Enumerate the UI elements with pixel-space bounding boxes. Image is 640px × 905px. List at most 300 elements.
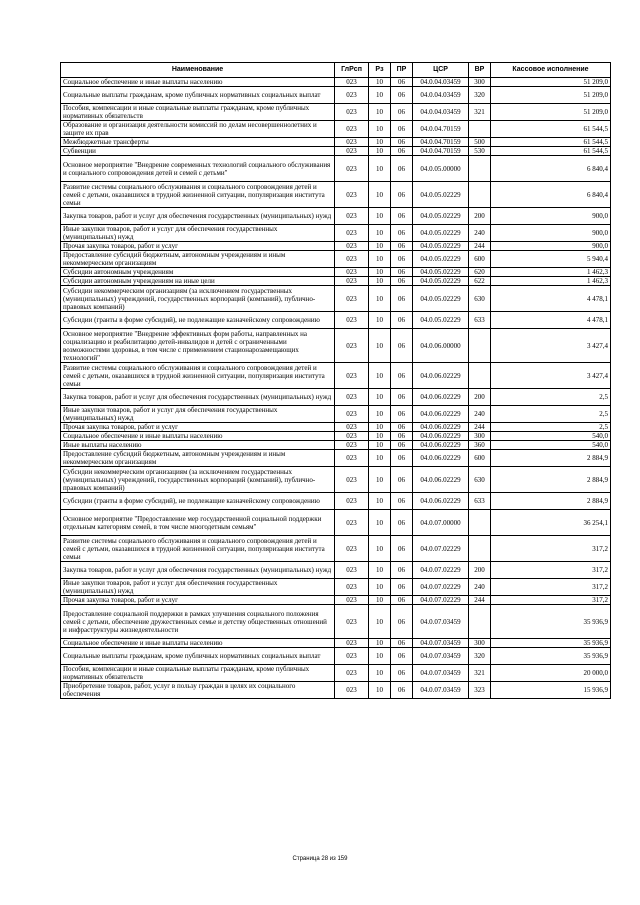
cell-name: Прочая закупка товаров, работ и услуг xyxy=(61,242,335,251)
cell-amount: 3 427,4 xyxy=(491,363,611,389)
cell-vr: 633 xyxy=(469,493,491,510)
cell-pr: 06 xyxy=(391,467,413,493)
cell-name: Иные закупки товаров, работ и услуг для обеспечения государственных (муниципальных) нужд xyxy=(61,225,335,242)
cell-vr: 200 xyxy=(469,562,491,579)
table-row xyxy=(61,579,611,596)
cell-grbs: 023 xyxy=(335,605,369,639)
cell-pr: 06 xyxy=(391,665,413,682)
cell-vr xyxy=(469,363,491,389)
cell-pr: 06 xyxy=(391,510,413,536)
cell-grbs: 023 xyxy=(335,87,369,104)
cell-vr xyxy=(469,121,491,138)
cell-pr: 06 xyxy=(391,286,413,312)
cell-amount: 900,0 xyxy=(491,225,611,242)
cell-pr: 06 xyxy=(391,147,413,156)
cell-rz: 10 xyxy=(369,363,391,389)
header-csr: ЦСР xyxy=(413,63,469,78)
cell-csr: 04.0.07.02229 xyxy=(413,536,469,562)
cell-name: Субсидии автономным учреждениям xyxy=(61,268,335,277)
table-row xyxy=(61,648,611,665)
cell-rz: 10 xyxy=(369,104,391,121)
table-row xyxy=(61,596,611,605)
cell-rz: 10 xyxy=(369,596,391,605)
cell-csr: 04.0.06.02229 xyxy=(413,467,469,493)
cell-grbs: 023 xyxy=(335,467,369,493)
cell-vr: 321 xyxy=(469,104,491,121)
cell-rz: 10 xyxy=(369,268,391,277)
cell-amount: 2 884,9 xyxy=(491,493,611,510)
cell-name: Субсидии автономным учреждениям на иные цели xyxy=(61,277,335,286)
cell-grbs: 023 xyxy=(335,277,369,286)
cell-rz: 10 xyxy=(369,536,391,562)
cell-rz: 10 xyxy=(369,605,391,639)
cell-pr: 06 xyxy=(391,277,413,286)
cell-pr: 06 xyxy=(391,104,413,121)
cell-name: Субсидии некоммерческим организациям (за исключением государственных (муниципальных) учреждений, государственных корпораций (компаний), публично-правовых компаний) xyxy=(61,467,335,493)
cell-rz: 10 xyxy=(369,225,391,242)
cell-rz: 10 xyxy=(369,467,391,493)
cell-grbs: 023 xyxy=(335,441,369,450)
cell-csr: 04.0.06.02229 xyxy=(413,406,469,423)
cell-rz: 10 xyxy=(369,156,391,182)
cell-name: Предоставление субсидий бюджетным, автономным учреждениям и иным некоммерческим организациям xyxy=(61,450,335,467)
cell-name: Социальное обеспечение и иные выплаты населению xyxy=(61,639,335,648)
table-row xyxy=(61,682,611,699)
cell-amount: 6 840,4 xyxy=(491,156,611,182)
cell-csr: 04.0.05.02229 xyxy=(413,208,469,225)
cell-vr: 300 xyxy=(469,432,491,441)
cell-vr: 244 xyxy=(469,242,491,251)
cell-csr: 04.0.04.70159 xyxy=(413,147,469,156)
table-body xyxy=(61,78,611,699)
cell-amount: 1 462,3 xyxy=(491,268,611,277)
cell-grbs: 023 xyxy=(335,251,369,268)
cell-name: Пособия, компенсации и иные социальные выплаты гражданам, кроме публичных нормативных обязательств xyxy=(61,104,335,121)
cell-csr: 04.0.07.00000 xyxy=(413,510,469,536)
cell-rz: 10 xyxy=(369,251,391,268)
table-row xyxy=(61,450,611,467)
cell-csr: 04.0.07.02229 xyxy=(413,596,469,605)
cell-pr: 06 xyxy=(391,562,413,579)
cell-amount: 35 936,9 xyxy=(491,639,611,648)
cell-grbs: 023 xyxy=(335,536,369,562)
header-name: Наименование xyxy=(61,63,335,78)
table-row xyxy=(61,510,611,536)
cell-name: Основное мероприятие "Предоставление мер государственной социальной поддержки отдельным категориям семей, в том числе многодетным семьям" xyxy=(61,510,335,536)
table-row xyxy=(61,78,611,87)
cell-csr: 04.0.05.02229 xyxy=(413,268,469,277)
cell-csr: 04.0.07.02229 xyxy=(413,562,469,579)
cell-grbs: 023 xyxy=(335,121,369,138)
cell-amount: 36 254,1 xyxy=(491,510,611,536)
table-row xyxy=(61,104,611,121)
cell-rz: 10 xyxy=(369,665,391,682)
cell-pr: 06 xyxy=(391,121,413,138)
cell-name: Развитие системы социального обслуживания и социального сопровождения детей и семей с детьми, оказавшихся в трудной жизненной ситуации, популяризация института семьи xyxy=(61,363,335,389)
cell-rz: 10 xyxy=(369,579,391,596)
cell-name: Закупка товаров, работ и услуг для обеспечения государственных (муниципальных) нужд xyxy=(61,208,335,225)
header-vr: ВР xyxy=(469,63,491,78)
cell-grbs: 023 xyxy=(335,208,369,225)
cell-rz: 10 xyxy=(369,450,391,467)
cell-pr: 06 xyxy=(391,242,413,251)
cell-rz: 10 xyxy=(369,562,391,579)
cell-name: Иные выплаты населению xyxy=(61,441,335,450)
table-row xyxy=(61,665,611,682)
cell-vr: 240 xyxy=(469,579,491,596)
cell-pr: 06 xyxy=(391,329,413,363)
cell-amount: 15 936,9 xyxy=(491,682,611,699)
cell-pr: 06 xyxy=(391,441,413,450)
cell-name: Межбюджетные трансферты xyxy=(61,138,335,147)
cell-amount: 317,2 xyxy=(491,536,611,562)
cell-amount: 35 936,9 xyxy=(491,648,611,665)
cell-pr: 06 xyxy=(391,225,413,242)
cell-rz: 10 xyxy=(369,441,391,450)
table-row xyxy=(61,87,611,104)
cell-grbs: 023 xyxy=(335,242,369,251)
cell-name: Социальное обеспечение и иные выплаты населению xyxy=(61,78,335,87)
cell-csr: 04.0.06.02229 xyxy=(413,423,469,432)
cell-pr: 06 xyxy=(391,682,413,699)
cell-pr: 06 xyxy=(391,406,413,423)
cell-grbs: 023 xyxy=(335,329,369,363)
table-header-row xyxy=(61,63,611,78)
table-row xyxy=(61,493,611,510)
cell-rz: 10 xyxy=(369,312,391,329)
cell-csr: 04.0.07.03459 xyxy=(413,682,469,699)
cell-name: Социальное обеспечение и иные выплаты населению xyxy=(61,432,335,441)
cell-name: Прочая закупка товаров, работ и услуг xyxy=(61,596,335,605)
table-row xyxy=(61,389,611,406)
cell-pr: 06 xyxy=(391,579,413,596)
cell-grbs: 023 xyxy=(335,389,369,406)
cell-grbs: 023 xyxy=(335,562,369,579)
cell-vr: 321 xyxy=(469,665,491,682)
cell-csr: 04.0.04.03459 xyxy=(413,104,469,121)
cell-vr: 300 xyxy=(469,639,491,648)
cell-name: Развитие системы социального обслуживания и социального сопровождения детей и семей с детьми, оказавшихся в трудной жизненной ситуации, популяризация института семьи xyxy=(61,536,335,562)
cell-amount: 51 209,0 xyxy=(491,104,611,121)
table-row xyxy=(61,277,611,286)
table-row xyxy=(61,182,611,208)
cell-name: Субсидии некоммерческим организациям (за исключением государственных (муниципальных) учреждений, государственных корпораций (компаний), публично-правовых компаний) xyxy=(61,286,335,312)
table-row xyxy=(61,286,611,312)
cell-csr: 04.0.06.02229 xyxy=(413,432,469,441)
cell-vr: 620 xyxy=(469,268,491,277)
cell-amount: 1 462,3 xyxy=(491,277,611,286)
table-row xyxy=(61,363,611,389)
cell-vr: 600 xyxy=(469,251,491,268)
cell-csr: 04.0.04.70159 xyxy=(413,121,469,138)
cell-grbs: 023 xyxy=(335,182,369,208)
cell-vr xyxy=(469,536,491,562)
cell-csr: 04.0.05.00000 xyxy=(413,156,469,182)
cell-vr xyxy=(469,156,491,182)
cell-name: Социальные выплаты гражданам, кроме публичных нормативных социальных выплат xyxy=(61,648,335,665)
cell-amount: 317,2 xyxy=(491,596,611,605)
cell-amount: 5 940,4 xyxy=(491,251,611,268)
cell-csr: 04.0.05.02229 xyxy=(413,242,469,251)
cell-pr: 06 xyxy=(391,432,413,441)
cell-grbs: 023 xyxy=(335,286,369,312)
cell-pr: 06 xyxy=(391,156,413,182)
cell-grbs: 023 xyxy=(335,363,369,389)
cell-name: Предоставление социальной поддержки в рамках улучшения социального положения семей с детьми, обеспечение дружественных семье и детству общественных отношений и инфраструктуры жизнедеятельности xyxy=(61,605,335,639)
cell-vr: 240 xyxy=(469,225,491,242)
cell-amount: 4 478,1 xyxy=(491,286,611,312)
cell-pr: 06 xyxy=(391,648,413,665)
cell-grbs: 023 xyxy=(335,596,369,605)
cell-pr: 06 xyxy=(391,251,413,268)
cell-vr xyxy=(469,182,491,208)
cell-rz: 10 xyxy=(369,639,391,648)
cell-grbs: 023 xyxy=(335,648,369,665)
cell-csr: 04.0.05.02229 xyxy=(413,225,469,242)
cell-grbs: 023 xyxy=(335,312,369,329)
cell-pr: 06 xyxy=(391,182,413,208)
cell-amount: 61 544,5 xyxy=(491,147,611,156)
cell-vr: 600 xyxy=(469,450,491,467)
cell-pr: 06 xyxy=(391,639,413,648)
cell-rz: 10 xyxy=(369,286,391,312)
cell-amount: 2,5 xyxy=(491,406,611,423)
cell-rz: 10 xyxy=(369,147,391,156)
cell-pr: 06 xyxy=(391,78,413,87)
cell-vr: 240 xyxy=(469,406,491,423)
cell-grbs: 023 xyxy=(335,147,369,156)
budget-table xyxy=(60,62,611,699)
table-row xyxy=(61,605,611,639)
cell-grbs: 023 xyxy=(335,423,369,432)
cell-name: Приобретение товаров, работ, услуг в пользу граждан в целях их социального обеспечения xyxy=(61,682,335,699)
cell-grbs: 023 xyxy=(335,268,369,277)
cell-name: Закупка товаров, работ и услуг для обеспечения государственных (муниципальных) нужд xyxy=(61,562,335,579)
cell-csr: 04.0.05.02229 xyxy=(413,251,469,268)
cell-vr: 320 xyxy=(469,648,491,665)
cell-rz: 10 xyxy=(369,423,391,432)
cell-amount: 317,2 xyxy=(491,562,611,579)
cell-csr: 04.0.06.00000 xyxy=(413,329,469,363)
cell-name: Субсидии (гранты в форме субсидий), не подлежащие казначейскому сопровождению xyxy=(61,312,335,329)
table-row xyxy=(61,406,611,423)
cell-vr: 500 xyxy=(469,138,491,147)
cell-vr: 630 xyxy=(469,286,491,312)
cell-name: Социальные выплаты гражданам, кроме публичных нормативных социальных выплат xyxy=(61,87,335,104)
document-page xyxy=(60,62,610,699)
cell-amount: 900,0 xyxy=(491,242,611,251)
cell-pr: 06 xyxy=(391,208,413,225)
cell-rz: 10 xyxy=(369,78,391,87)
cell-amount: 540,0 xyxy=(491,441,611,450)
cell-rz: 10 xyxy=(369,329,391,363)
cell-grbs: 023 xyxy=(335,450,369,467)
cell-pr: 06 xyxy=(391,268,413,277)
cell-grbs: 023 xyxy=(335,138,369,147)
cell-amount: 3 427,4 xyxy=(491,329,611,363)
cell-name: Субсидии (гранты в форме субсидий), не подлежащие казначейскому сопровождению xyxy=(61,493,335,510)
cell-pr: 06 xyxy=(391,536,413,562)
cell-rz: 10 xyxy=(369,182,391,208)
cell-name: Закупка товаров, работ и услуг для обеспечения государственных (муниципальных) нужд xyxy=(61,389,335,406)
table-row xyxy=(61,268,611,277)
cell-grbs: 023 xyxy=(335,406,369,423)
cell-vr: 300 xyxy=(469,78,491,87)
cell-amount: 2,5 xyxy=(491,423,611,432)
cell-vr: 630 xyxy=(469,467,491,493)
cell-vr xyxy=(469,329,491,363)
cell-grbs: 023 xyxy=(335,493,369,510)
cell-rz: 10 xyxy=(369,87,391,104)
cell-vr: 200 xyxy=(469,389,491,406)
cell-vr xyxy=(469,605,491,639)
cell-rz: 10 xyxy=(369,138,391,147)
cell-grbs: 023 xyxy=(335,639,369,648)
cell-amount: 51 209,0 xyxy=(491,87,611,104)
table-row xyxy=(61,432,611,441)
cell-vr: 530 xyxy=(469,147,491,156)
cell-csr: 04.0.07.02229 xyxy=(413,579,469,596)
table-row xyxy=(61,562,611,579)
cell-csr: 04.0.04.03459 xyxy=(413,87,469,104)
cell-rz: 10 xyxy=(369,242,391,251)
cell-csr: 04.0.05.02229 xyxy=(413,286,469,312)
cell-vr: 244 xyxy=(469,423,491,432)
cell-csr: 04.0.04.70159 xyxy=(413,138,469,147)
cell-csr: 04.0.07.03459 xyxy=(413,639,469,648)
cell-grbs: 023 xyxy=(335,510,369,536)
cell-amount: 61 544,5 xyxy=(491,121,611,138)
cell-pr: 06 xyxy=(391,389,413,406)
cell-csr: 04.0.05.02229 xyxy=(413,182,469,208)
cell-grbs: 023 xyxy=(335,665,369,682)
cell-csr: 04.0.06.02229 xyxy=(413,493,469,510)
cell-csr: 04.0.07.03459 xyxy=(413,648,469,665)
cell-csr: 04.0.07.03459 xyxy=(413,605,469,639)
cell-rz: 10 xyxy=(369,406,391,423)
cell-vr: 200 xyxy=(469,208,491,225)
cell-vr: 622 xyxy=(469,277,491,286)
cell-csr: 04.0.06.02229 xyxy=(413,450,469,467)
cell-pr: 06 xyxy=(391,450,413,467)
cell-vr xyxy=(469,510,491,536)
cell-rz: 10 xyxy=(369,121,391,138)
cell-rz: 10 xyxy=(369,277,391,286)
cell-name: Прочая закупка товаров, работ и услуг xyxy=(61,423,335,432)
cell-name: Основное мероприятие "Внедрение современных технологий социального обслуживания и социального сопровождения детей и семей с детьми" xyxy=(61,156,335,182)
cell-pr: 06 xyxy=(391,605,413,639)
cell-amount: 6 840,4 xyxy=(491,182,611,208)
cell-rz: 10 xyxy=(369,682,391,699)
cell-amount: 317,2 xyxy=(491,579,611,596)
cell-pr: 06 xyxy=(391,596,413,605)
cell-name: Иные закупки товаров, работ и услуг для обеспечения государственных (муниципальных) нужд xyxy=(61,579,335,596)
header-rz: Рз xyxy=(369,63,391,78)
cell-csr: 04.0.06.02229 xyxy=(413,363,469,389)
cell-csr: 04.0.05.02229 xyxy=(413,312,469,329)
table-row xyxy=(61,312,611,329)
cell-pr: 06 xyxy=(391,363,413,389)
cell-pr: 06 xyxy=(391,423,413,432)
table-row xyxy=(61,251,611,268)
cell-amount: 540,0 xyxy=(491,432,611,441)
table-row xyxy=(61,156,611,182)
cell-csr: 04.0.05.02229 xyxy=(413,277,469,286)
cell-amount: 4 478,1 xyxy=(491,312,611,329)
table-row xyxy=(61,225,611,242)
table-row xyxy=(61,441,611,450)
cell-rz: 10 xyxy=(369,510,391,536)
cell-pr: 06 xyxy=(391,138,413,147)
cell-rz: 10 xyxy=(369,648,391,665)
table-row xyxy=(61,147,611,156)
cell-grbs: 023 xyxy=(335,432,369,441)
cell-name: Основное мероприятие "Внедрение эффективных форм работы, направленных на социализацию и реабилитацию детей-инвалидов и детей с ограниченными возможностями здоровья, в том числе с применением стационарозамещающих технологий" xyxy=(61,329,335,363)
cell-grbs: 023 xyxy=(335,156,369,182)
table-row xyxy=(61,121,611,138)
cell-amount: 51 209,0 xyxy=(491,78,611,87)
cell-pr: 06 xyxy=(391,493,413,510)
cell-pr: 06 xyxy=(391,312,413,329)
cell-amount: 2 884,9 xyxy=(491,467,611,493)
table-row xyxy=(61,536,611,562)
header-grbs: ГлРсп xyxy=(335,63,369,78)
cell-grbs: 023 xyxy=(335,78,369,87)
cell-csr: 04.0.07.03459 xyxy=(413,665,469,682)
cell-vr: 633 xyxy=(469,312,491,329)
cell-name: Пособия, компенсации и иные социальные выплаты гражданам, кроме публичных нормативных обязательств xyxy=(61,665,335,682)
table-row xyxy=(61,423,611,432)
cell-amount: 2,5 xyxy=(491,389,611,406)
cell-grbs: 023 xyxy=(335,579,369,596)
page-footer: Страница 28 из 159 xyxy=(292,856,348,862)
cell-name: Образование и организация деятельности комиссий по делам несовершеннолетних и защите их прав xyxy=(61,121,335,138)
cell-name: Субвенции xyxy=(61,147,335,156)
cell-grbs: 023 xyxy=(335,104,369,121)
cell-amount: 61 544,5 xyxy=(491,138,611,147)
cell-rz: 10 xyxy=(369,208,391,225)
table-row xyxy=(61,639,611,648)
cell-grbs: 023 xyxy=(335,682,369,699)
header-amount: Кассовое исполнение xyxy=(491,63,611,78)
cell-name: Предоставление субсидий бюджетным, автономным учреждениям и иным некоммерческим организациям xyxy=(61,251,335,268)
cell-pr: 06 xyxy=(391,87,413,104)
cell-vr: 320 xyxy=(469,87,491,104)
cell-rz: 10 xyxy=(369,432,391,441)
cell-amount: 20 000,0 xyxy=(491,665,611,682)
table-row xyxy=(61,138,611,147)
cell-vr: 244 xyxy=(469,596,491,605)
cell-amount: 35 936,9 xyxy=(491,605,611,639)
cell-rz: 10 xyxy=(369,389,391,406)
cell-vr: 360 xyxy=(469,441,491,450)
cell-rz: 10 xyxy=(369,493,391,510)
cell-csr: 04.0.06.02229 xyxy=(413,389,469,406)
cell-grbs: 023 xyxy=(335,225,369,242)
cell-name: Развитие системы социального обслуживания и социального сопровождения детей и семей с детьми, оказавшихся в трудной жизненной ситуации, популяризация института семьи xyxy=(61,182,335,208)
cell-name: Иные закупки товаров, работ и услуг для обеспечения государственных (муниципальных) нужд xyxy=(61,406,335,423)
cell-vr: 323 xyxy=(469,682,491,699)
table-row xyxy=(61,467,611,493)
header-pr: ПР xyxy=(391,63,413,78)
cell-csr: 04.0.06.02229 xyxy=(413,441,469,450)
table-row xyxy=(61,329,611,363)
cell-csr: 04.0.04.03459 xyxy=(413,78,469,87)
cell-amount: 900,0 xyxy=(491,208,611,225)
table-row xyxy=(61,208,611,225)
cell-amount: 2 884,9 xyxy=(491,450,611,467)
table-row xyxy=(61,242,611,251)
